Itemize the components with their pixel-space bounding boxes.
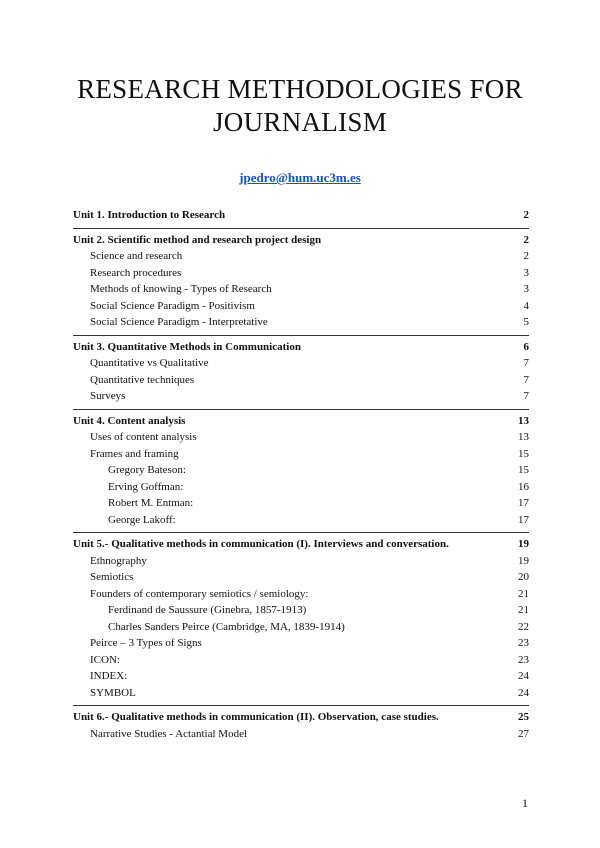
toc-entry-page: 24: [518, 686, 529, 699]
toc-entry-label: Surveys: [90, 390, 126, 402]
toc-entry-label: Charles Sanders Peirce (Cambridge, MA, 1839-1914): [108, 620, 345, 633]
toc-separator: [73, 335, 529, 336]
toc-entry-label: Research procedures: [90, 266, 182, 279]
toc-entry-page: 19: [518, 554, 529, 567]
toc-entry-page: 20: [518, 571, 529, 583]
toc-entry[interactable]: [73, 685, 529, 701]
toc-entry-label: Unit 1. Introduction to Research: [73, 209, 226, 221]
toc-entry-label: Erving Goffman:: [108, 480, 184, 493]
toc-entry[interactable]: [73, 553, 529, 569]
toc-entry-page: 3: [523, 266, 529, 279]
toc-separator: [73, 705, 529, 706]
toc-entry-page: 22: [518, 620, 529, 633]
toc-entry[interactable]: [73, 388, 529, 404]
toc-entry-label: ICON:: [90, 653, 120, 666]
toc-entry[interactable]: [73, 569, 529, 585]
toc-entry-label: Social Science Paradigm - Positivism: [90, 299, 255, 312]
toc-unit-entry[interactable]: [73, 709, 529, 725]
toc-entry-page: 23: [518, 637, 529, 649]
toc-entry-label: Frames and framing: [90, 447, 179, 460]
toc-entry-label: Social Science Paradigm - Interpretative: [90, 316, 268, 328]
toc-entry[interactable]: [73, 668, 529, 684]
toc-entry-page: 17: [518, 513, 529, 526]
toc-entry-page: 7: [523, 373, 529, 386]
toc-entry[interactable]: [73, 586, 529, 602]
toc-separator: [73, 228, 529, 229]
toc-entry[interactable]: [73, 355, 529, 371]
toc-entry-page: 7: [523, 390, 529, 402]
toc-entry-label: Quantitative techniques: [90, 373, 195, 386]
toc-entry[interactable]: [73, 462, 529, 478]
toc-entry-page: 16: [518, 480, 529, 493]
toc-entry[interactable]: [73, 314, 529, 330]
title-line-2: JOURNALISM: [212, 107, 388, 137]
page-number: 1: [522, 796, 528, 810]
toc-unit-entry[interactable]: [73, 413, 529, 429]
toc-entry[interactable]: [73, 635, 529, 651]
toc-entry[interactable]: [73, 512, 529, 528]
toc-entry[interactable]: [73, 602, 529, 618]
toc-entry-page: 7: [523, 357, 529, 369]
toc-entry-page: 15: [518, 464, 529, 476]
toc-entry-page: 3: [523, 283, 529, 295]
toc-unit-entry[interactable]: [73, 207, 529, 223]
toc-entry-page: 15: [518, 447, 529, 460]
toc-entry-page: 13: [518, 414, 529, 427]
toc-entry-page: 19: [518, 538, 529, 550]
toc-entry-page: 2: [523, 209, 529, 221]
toc-entry-page: 21: [518, 604, 529, 616]
toc-entry[interactable]: [73, 248, 529, 264]
toc-entry-page: 25: [518, 711, 529, 723]
toc-entry-label: INDEX:: [90, 670, 128, 682]
toc-entry-label: Unit 6.- Qualitative methods in communication (II). Observation, case studies.: [73, 711, 439, 723]
toc-entry-label: Ferdinand de Saussure (Ginebra, 1857-1913): [108, 604, 307, 616]
toc-entry-page: 21: [518, 587, 529, 600]
toc-separator: [73, 532, 529, 533]
toc-entry-page: 2: [523, 250, 529, 262]
toc-entry[interactable]: [73, 372, 529, 388]
toc-entry-page: 5: [523, 316, 529, 328]
toc-entry[interactable]: [73, 495, 529, 511]
title-line-1: RESEARCH METHODOLOGIES FOR: [77, 74, 523, 104]
toc-entry-label: Unit 3. Quantitative Methods in Communication: [73, 340, 301, 353]
toc-separator: [73, 409, 529, 410]
toc-entry-page: 6: [523, 340, 529, 353]
toc-entry-page: 2: [523, 233, 529, 246]
toc-entry-label: Science and research: [90, 250, 183, 262]
toc-unit-entry[interactable]: [73, 536, 529, 552]
toc-entry[interactable]: [73, 281, 529, 297]
author-email-link[interactable]: jpedro@hum.uc3m.es: [239, 170, 361, 185]
toc-entry-page: 17: [518, 497, 529, 509]
toc-entry-page: 23: [518, 653, 529, 666]
toc-entry-label: Unit 5.- Qualitative methods in communication (I). Interviews and conversation.: [73, 538, 449, 550]
toc-entry-label: Ethnography: [90, 554, 147, 567]
toc-entry-label: Quantitative vs Qualitative: [90, 357, 209, 369]
toc-entry-page: 24: [518, 670, 529, 682]
toc-entry-page: 27: [518, 727, 529, 740]
toc-entry-label: Semiotics: [90, 571, 134, 583]
toc-entry-label: Methods of knowing - Types of Research: [90, 283, 272, 295]
toc-entry[interactable]: [73, 298, 529, 314]
toc-entry-label: Robert M. Entman:: [108, 497, 194, 509]
toc-unit-entry[interactable]: [73, 339, 529, 355]
toc-entry-label: Narrative Studies - Actantial Model: [90, 727, 248, 740]
toc-entry-label: SYMBOL: [90, 686, 136, 699]
toc-entry[interactable]: [73, 726, 529, 742]
toc-entry[interactable]: [73, 429, 529, 445]
toc-entry[interactable]: [73, 619, 529, 635]
toc-entry[interactable]: [73, 479, 529, 495]
toc-entry-label: Peirce – 3 Types of Signs: [90, 637, 202, 649]
toc-entry-label: Founders of contemporary semiotics / semiology:: [90, 587, 309, 600]
toc-entry[interactable]: [73, 446, 529, 462]
toc-entry[interactable]: [73, 265, 529, 281]
toc-entry-page: 4: [523, 299, 529, 312]
toc-entry-label: Unit 4. Content analysis: [73, 414, 186, 427]
toc-entry-label: George Lakoff:: [108, 513, 176, 526]
toc-entry[interactable]: [73, 652, 529, 668]
toc-entry-page: 13: [518, 431, 529, 443]
toc-unit-entry[interactable]: [73, 232, 529, 248]
toc-entry-label: Unit 2. Scientific method and research project design: [73, 233, 322, 246]
toc-entry-label: Uses of content analysis: [90, 431, 197, 443]
toc-entry-label: Gregory Bateson:: [108, 464, 186, 476]
